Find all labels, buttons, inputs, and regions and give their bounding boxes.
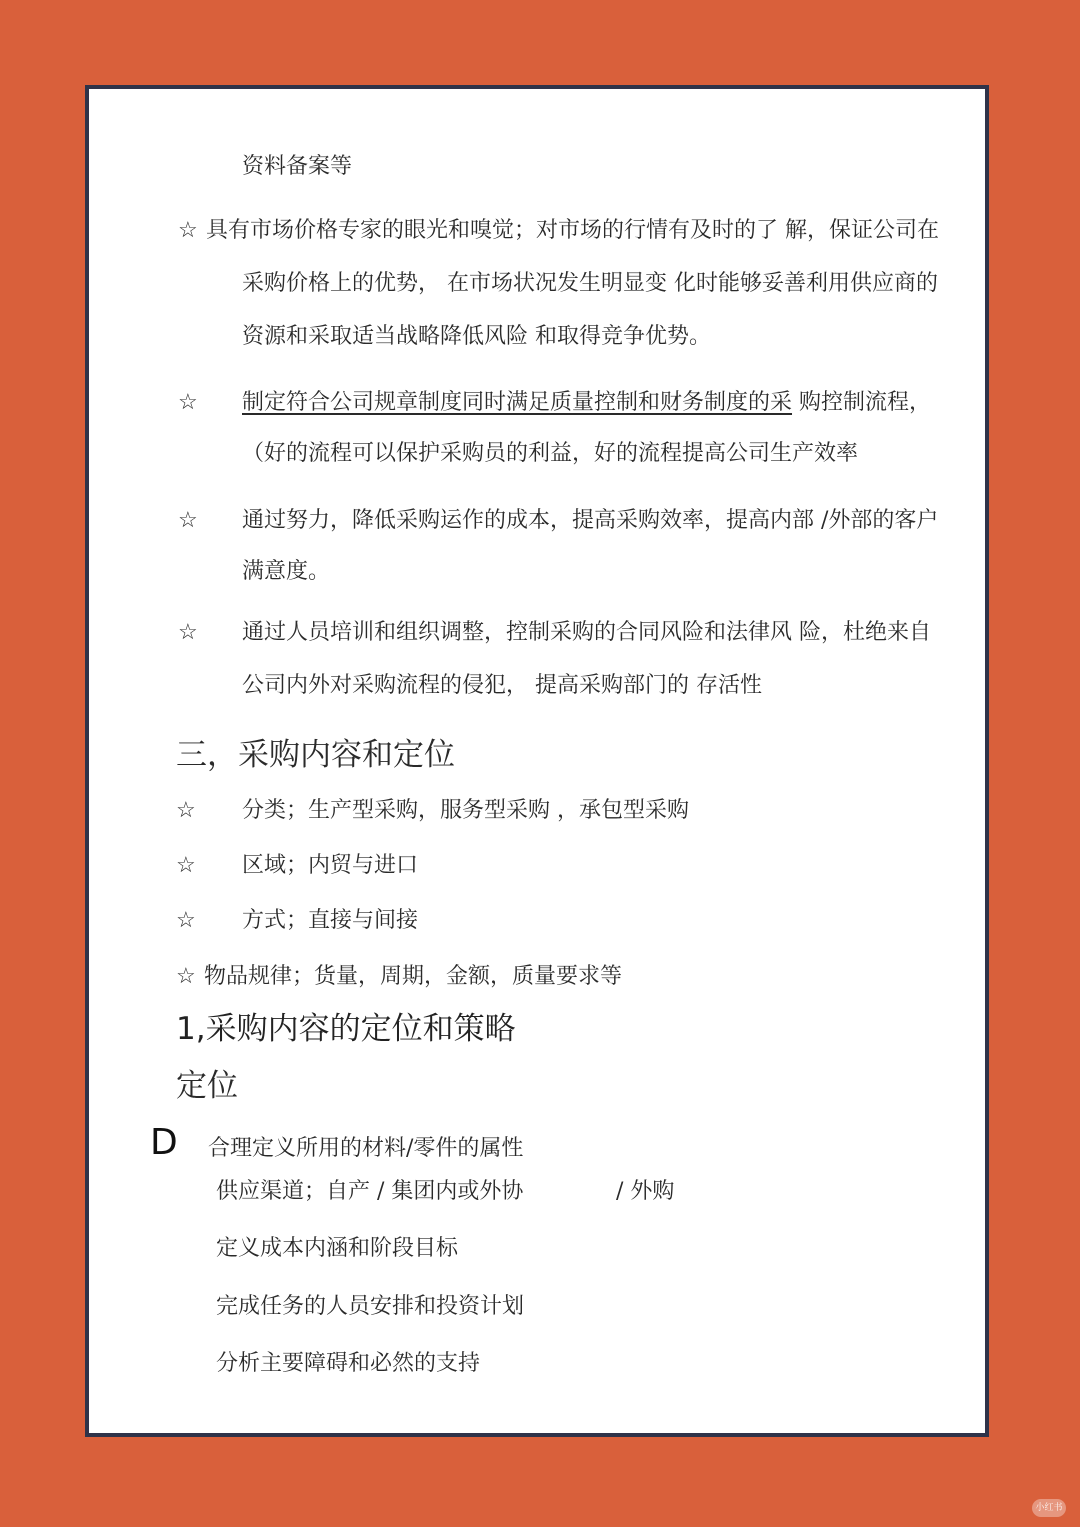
text-line: 分析主要障碍和必然的支持 [216, 1351, 481, 1376]
star-icon: ☆ [178, 218, 198, 243]
star-icon: ☆ [176, 964, 196, 989]
text-line: 资源和采取适当战略降低风险 和取得竞争优势。 [242, 324, 711, 349]
text-line: 合理定义所用的材料/零件的属性 [208, 1136, 524, 1161]
text-line: 分类；生产型采购，服务型采购 ，承包型采购 [242, 798, 689, 823]
sub-title: 1,采购内容的定位和策略 [176, 1011, 516, 1047]
star-icon: ☆ [178, 390, 198, 415]
watermark-badge: 小红书 [1032, 1499, 1066, 1517]
text-line: （好的流程可以保护采购员的利益，好的流程提高公司生产效率 [242, 441, 859, 466]
text-line: 完成任务的人员安排和投资计划 [216, 1294, 525, 1319]
section-title: 三，采购内容和定位 [176, 737, 455, 773]
star-icon: ☆ [176, 853, 196, 878]
star-icon: ☆ [176, 908, 196, 933]
sub-title-2: 定位 [176, 1068, 238, 1104]
text-line: 供应渠道；自产 / 集团内或外协 [216, 1179, 524, 1204]
text-line: 方式；直接与间接 [242, 908, 419, 933]
text-line: 物品规律；货量，周期，金额，质量要求等 [204, 964, 623, 989]
text-line: 采购价格上的优势， 在市场状况发生明显变 化时能够妥善利用供应商的 [242, 271, 938, 296]
star-icon: ☆ [176, 798, 196, 823]
text-line: 满意度。 [242, 559, 331, 584]
text-line: / 外购 [616, 1179, 675, 1204]
text-line-group [242, 389, 931, 417]
underlined-text: 制定符合公司规章制度同时满足质量控制和财务制度的采 [242, 390, 793, 415]
d-marker: D [150, 1122, 178, 1163]
star-icon: ☆ [178, 508, 198, 533]
text-line: 通过人员培训和组织调整，控制采购的合同风险和法律风 险，杜绝来自 [242, 620, 931, 645]
text-line: 具有市场价格专家的眼光和嗅觉；对市场的行情有及时的了 解，保证公司在 [206, 218, 939, 243]
document-page [85, 85, 989, 1437]
text-line: 定义成本内涵和阶段目标 [216, 1236, 459, 1261]
text-line: 资料备案等 [242, 154, 353, 179]
star-icon: ☆ [178, 620, 198, 645]
text-line: 通过努力，降低采购运作的成本，提高采购效率，提高内部 /外部的客户 [242, 508, 939, 533]
text-line: 公司内外对采购流程的侵犯， 提高采购部门的 存活性 [242, 673, 762, 698]
text-line: 区域；内贸与进口 [242, 853, 419, 878]
text-span: 购控制流程， [792, 390, 932, 415]
